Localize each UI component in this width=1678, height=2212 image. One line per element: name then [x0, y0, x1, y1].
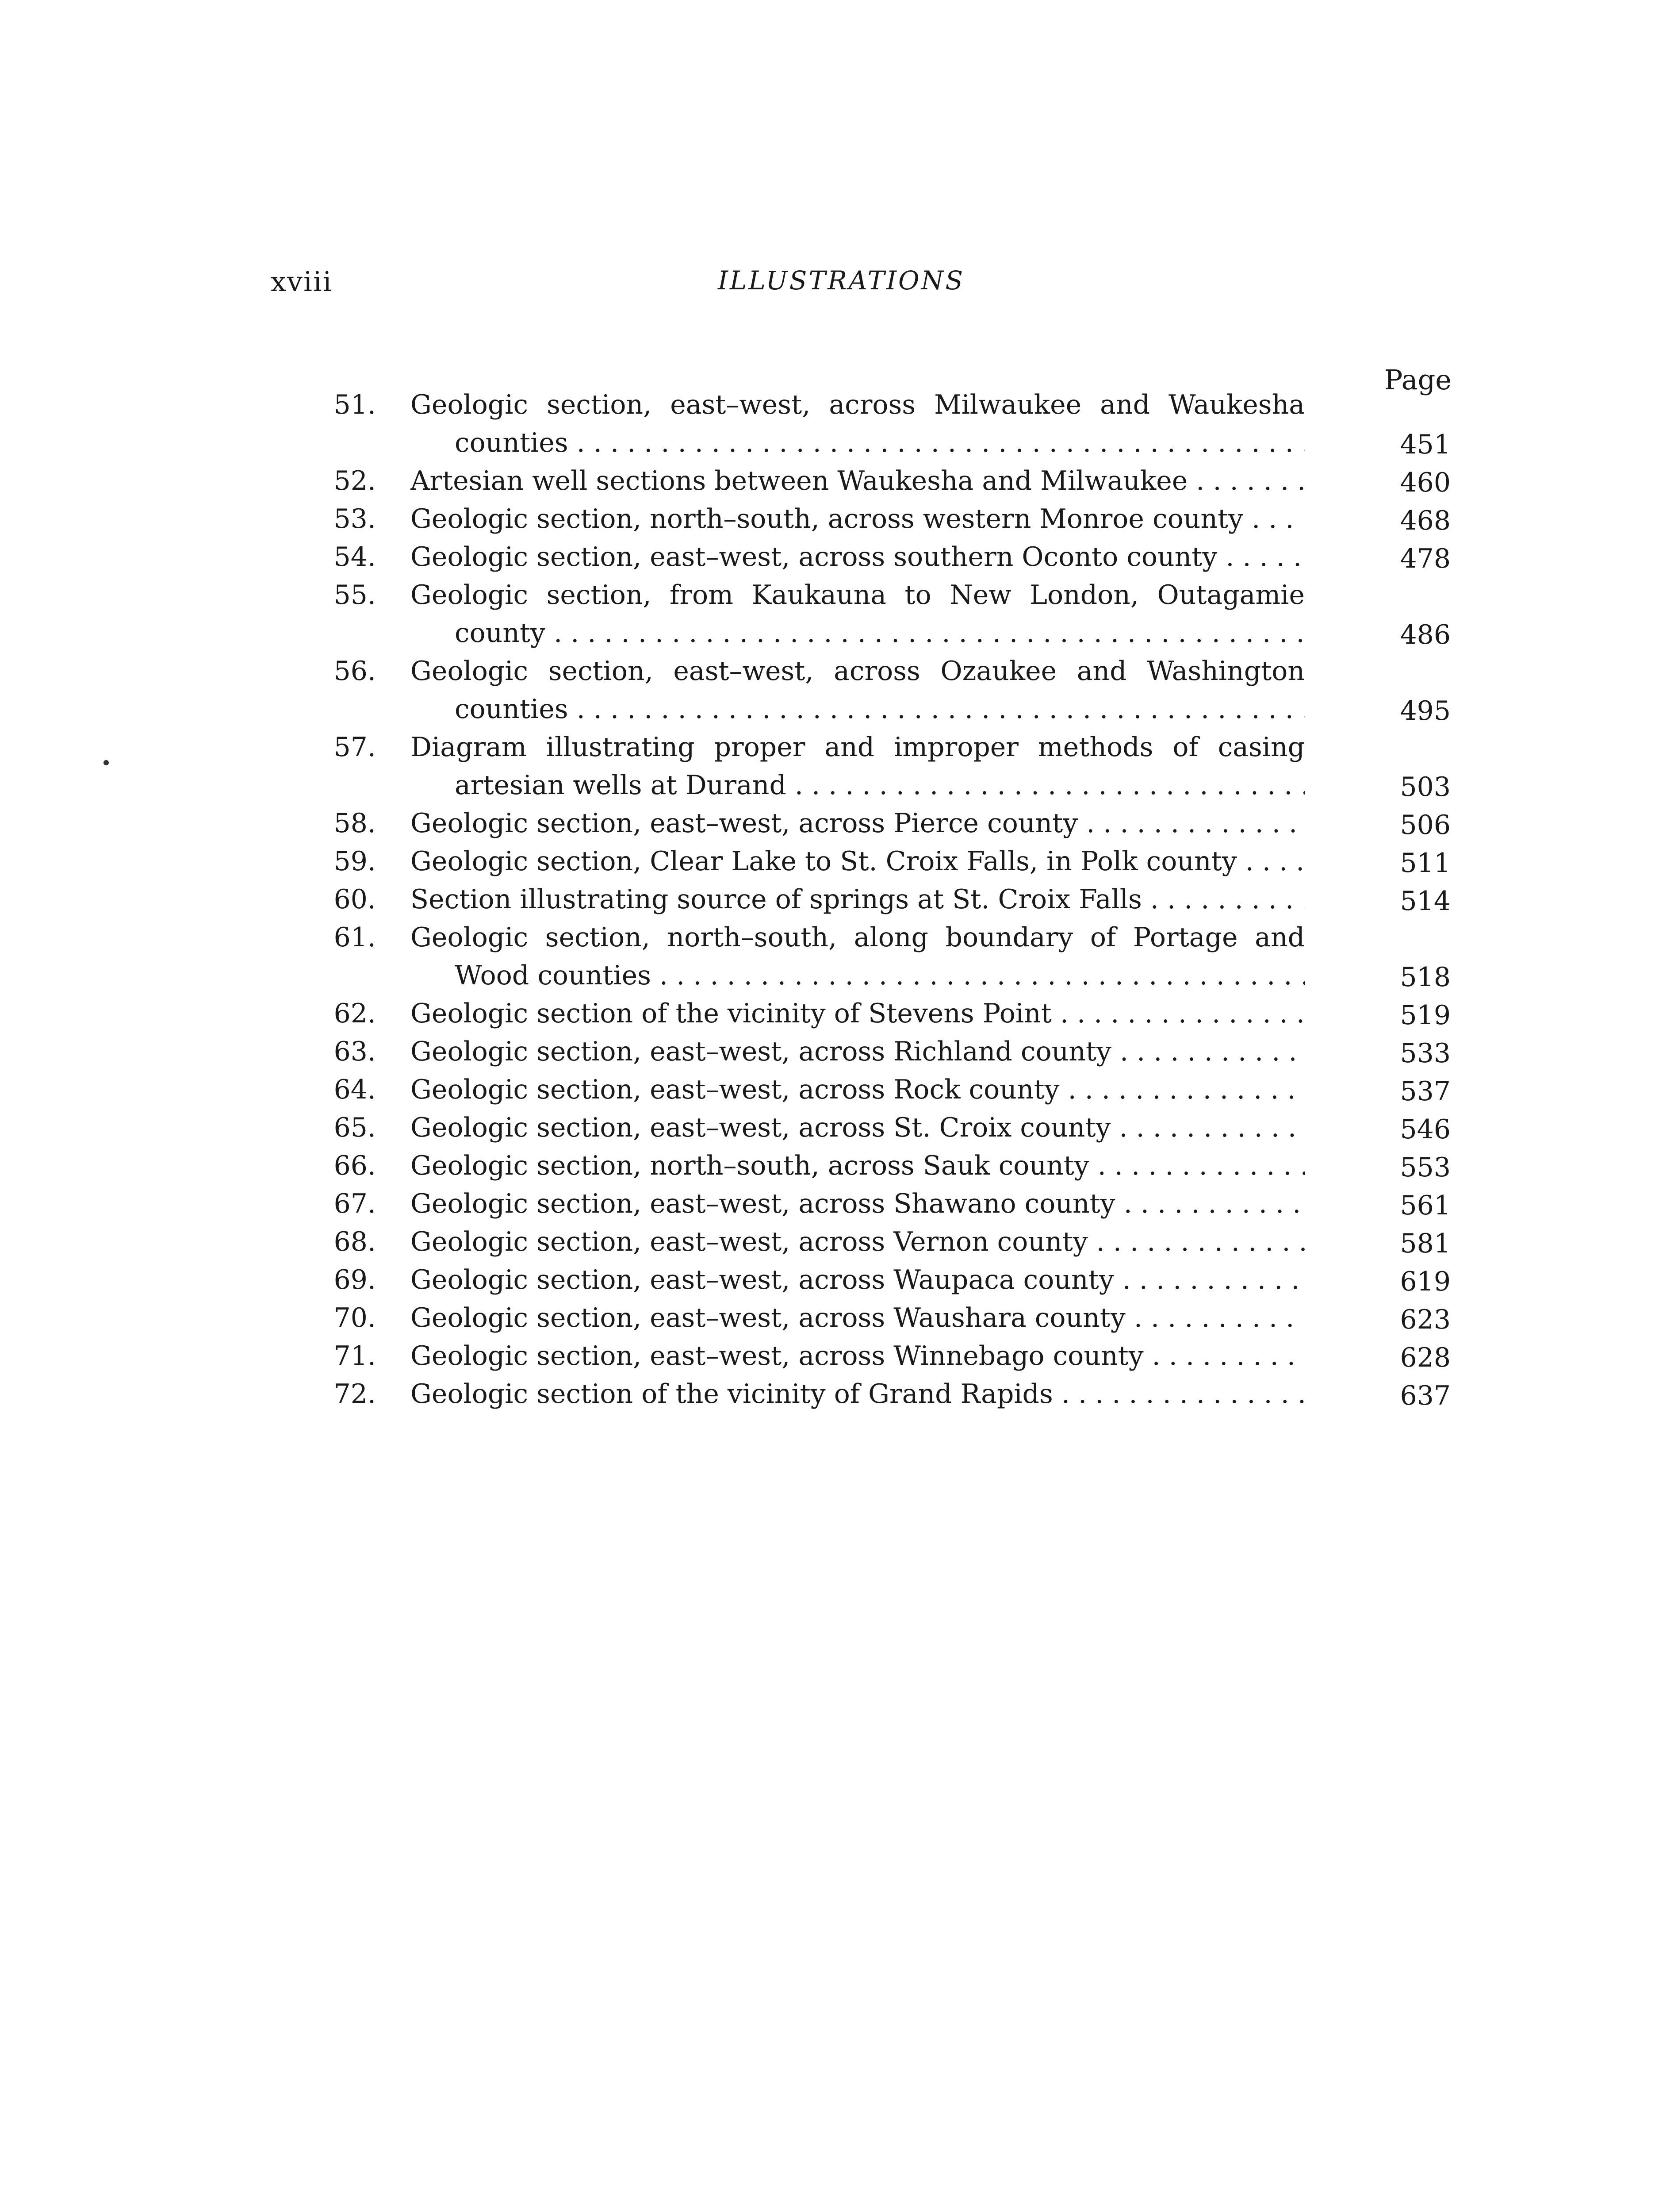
entry-page-number: 486	[1400, 619, 1451, 650]
entry-page-number: 553	[1400, 1152, 1451, 1183]
entry-page-number: 495	[1400, 695, 1451, 726]
entry-number: 53.	[333, 503, 376, 534]
entry-number: 58.	[333, 808, 376, 839]
illustration-entry	[310, 1185, 1451, 1223]
entry-number: 72.	[333, 1379, 376, 1409]
illustration-entry	[310, 1109, 1451, 1147]
entry-title-line: Geologic section, east–west, across Pierce county . . .	[410, 804, 1305, 842]
entry-number: 65.	[333, 1112, 376, 1143]
illustration-entry	[310, 1071, 1451, 1109]
entry-number: 51.	[333, 389, 376, 420]
entry-page-number: 506	[1400, 810, 1451, 841]
entry-page-number: 619	[1400, 1266, 1451, 1297]
illustration-entry	[310, 995, 1451, 1033]
entry-title-line: Geologic section, east–west, across Vernon county . . .	[410, 1223, 1305, 1261]
page-number: xviii	[271, 265, 333, 298]
illustration-entry	[310, 1299, 1451, 1337]
entry-title-line: Geologic section, east–west, across Richland county . . .	[410, 1033, 1305, 1071]
entry-title-line: Diagram illustrating proper and improper methods of casing	[410, 732, 1305, 763]
entry-title-line: Wood counties . . .	[410, 956, 1305, 995]
entry-number: 63.	[333, 1036, 376, 1067]
illustration-entry	[310, 918, 1451, 995]
illustration-entry	[310, 538, 1451, 576]
entry-number: 64.	[333, 1074, 376, 1105]
entry-number: 70.	[333, 1302, 376, 1333]
entry-page-number: 537	[1400, 1076, 1451, 1107]
entry-number: 60.	[333, 884, 376, 915]
running-head: ILLUSTRATIONS	[718, 265, 965, 296]
entry-number: 67.	[333, 1188, 376, 1219]
entry-title-line: Geologic section, east–west, across southern Oconto county . . .	[410, 538, 1305, 576]
entry-title-line: artesian wells at Durand . . .	[410, 766, 1305, 804]
entry-title-line: counties . . .	[410, 690, 1305, 728]
entry-title-line: Geologic section, east–west, across St. Croix county . . .	[410, 1109, 1305, 1147]
entry-page-number: 546	[1400, 1114, 1451, 1145]
illustration-entry	[310, 1223, 1451, 1261]
entry-page-number: 478	[1400, 543, 1451, 574]
entry-title-line: counties . . .	[410, 424, 1305, 462]
illustration-entry	[310, 1147, 1451, 1185]
entry-page-number: 503	[1400, 772, 1451, 803]
entry-title-line: Geologic section, Clear Lake to St. Croix Falls, in Polk county . . .	[410, 842, 1305, 880]
entry-title-line: Geologic section, from Kaukauna to New London, Outagamie	[410, 580, 1305, 611]
illustration-entry	[310, 1033, 1451, 1071]
entry-title-line: Section illustrating source of springs at St. Croix Falls . . .	[410, 880, 1305, 918]
entry-number: 69.	[333, 1264, 376, 1295]
entry-page-number: 581	[1400, 1228, 1451, 1259]
entry-number: 59.	[333, 846, 376, 877]
illustration-entry	[310, 728, 1451, 804]
entry-number: 66.	[333, 1150, 376, 1181]
entry-title-line: Geologic section, east–west, across Waushara county . . .	[410, 1299, 1305, 1337]
illustration-entry	[310, 880, 1451, 918]
entry-page-number: 514	[1400, 886, 1451, 917]
entry-title-line: Geologic section of the vicinity of Grand Rapids . . .	[410, 1375, 1305, 1413]
entry-title-line: Geologic section, east–west, across Ozaukee and Washington	[410, 656, 1305, 687]
entry-title-line: county . . .	[410, 614, 1305, 652]
entry-title-line: Geologic section, east–west, across Winnebago county . . .	[410, 1337, 1305, 1375]
entry-number: 61.	[333, 922, 376, 953]
entry-page-number: 533	[1400, 1038, 1451, 1069]
entry-page-number: 623	[1400, 1304, 1451, 1335]
illustration-entry	[310, 576, 1451, 652]
entry-number: 68.	[333, 1226, 376, 1257]
illustrations-list	[310, 386, 1451, 1413]
illustration-entry	[310, 1375, 1451, 1413]
page-column-label: Page	[1384, 364, 1452, 396]
entry-title-line: Geologic section, north–south, along boundary of Portage and	[410, 922, 1305, 953]
ink-speck	[103, 760, 109, 765]
entry-title-line: Artesian well sections between Waukesha and Milwaukee . . .	[410, 462, 1305, 500]
entry-title-line: Geologic section, east–west, across Shawano county . . .	[410, 1185, 1305, 1223]
entry-title-line: Geologic section, north–south, across western Monroe county . . .	[410, 500, 1305, 538]
illustration-entry	[310, 386, 1451, 462]
entry-page-number: 628	[1400, 1342, 1451, 1373]
entry-title-line: Geologic section, north–south, across Sauk county . . .	[410, 1147, 1305, 1185]
entry-number: 57.	[333, 732, 376, 763]
entry-title-line: Geologic section, east–west, across Milwaukee and Waukesha	[410, 389, 1305, 420]
entry-page-number: 637	[1400, 1380, 1451, 1411]
illustration-entry	[310, 842, 1451, 880]
entry-page-number: 451	[1400, 429, 1451, 460]
entry-page-number: 519	[1400, 1000, 1451, 1031]
entry-number: 56.	[333, 656, 376, 687]
entry-number: 55.	[333, 580, 376, 611]
entry-title-line: Geologic section, east–west, across Rock county . . .	[410, 1071, 1305, 1109]
illustration-entry	[310, 1337, 1451, 1375]
entry-number: 52.	[333, 465, 376, 496]
illustration-entry	[310, 652, 1451, 728]
entry-page-number: 511	[1400, 848, 1451, 879]
entry-page-number: 518	[1400, 962, 1451, 993]
entry-page-number: 460	[1400, 467, 1451, 498]
entry-title-line: Geologic section, east–west, across Waupaca county . . .	[410, 1261, 1305, 1299]
entry-title-line: Geologic section of the vicinity of Stevens Point . . .	[410, 995, 1305, 1033]
entry-page-number: 561	[1400, 1190, 1451, 1221]
illustration-entry	[310, 804, 1451, 842]
entry-number: 71.	[333, 1340, 376, 1371]
entry-page-number: 468	[1400, 505, 1451, 536]
illustration-entry	[310, 500, 1451, 538]
entry-number: 54.	[333, 541, 376, 572]
illustration-entry	[310, 1261, 1451, 1299]
illustration-entry	[310, 462, 1451, 500]
entry-number: 62.	[333, 998, 376, 1029]
